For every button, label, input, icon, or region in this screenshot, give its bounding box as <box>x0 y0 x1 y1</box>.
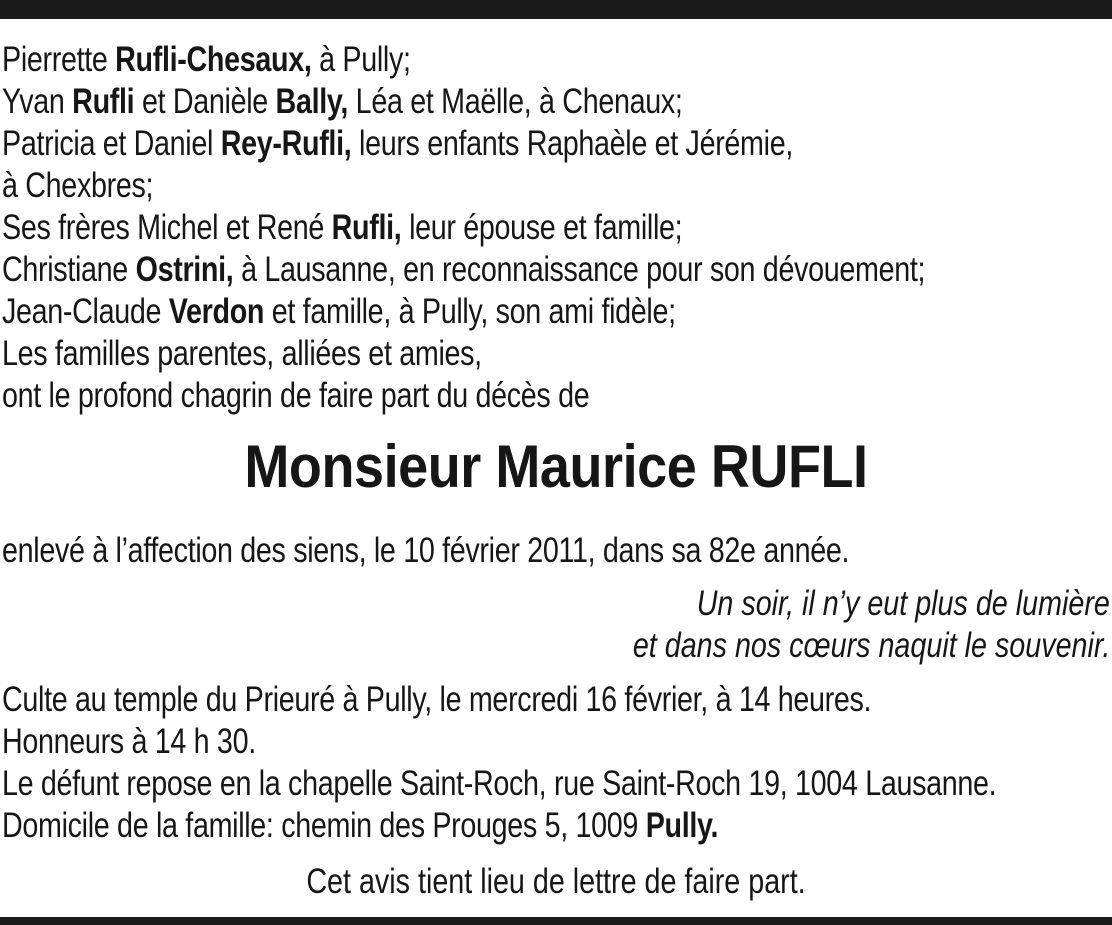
mourner-line: Christiane Ostrini, à Lausanne, en reconnaissance pour son dévouement; <box>2 250 926 289</box>
mourner-line: Les familles parentes, alliées et amies, <box>2 334 482 373</box>
service-line: Culte au temple du Prieuré à Pully, le mercredi 16 février, à 14 heures. <box>2 680 872 719</box>
quote-line: Un soir, il n’y eut plus de lumière <box>696 584 1110 623</box>
domicile-line: Domicile de la famille: chemin des Prouges 5, 1009 Pully. <box>2 806 719 845</box>
top-rule <box>0 0 1112 19</box>
mourner-line: Ses frères Michel et René Rufli, leur épouse et famille; <box>2 208 683 247</box>
service-line: Honneurs à 14 h 30. <box>2 722 256 761</box>
deceased-name: Monsieur Maurice RUFLI <box>244 433 868 500</box>
bottom-rule <box>0 917 1112 925</box>
mourner-line: Patricia et Daniel Rey-Rufli, leurs enfants Raphaèle et Jérémie, <box>2 124 793 163</box>
mourner-line: ont le profond chagrin de faire part du décès de <box>2 376 590 415</box>
service-line: Le défunt repose en la chapelle Saint-Roch, rue Saint-Roch 19, 1004 Lausanne. <box>2 764 997 803</box>
mourner-line: Jean-Claude Verdon et famille, à Pully, son ami fidèle; <box>2 292 676 331</box>
quote-line: et dans nos cœurs naquit le souvenir. <box>632 626 1110 665</box>
mourner-line: Yvan Rufli et Danièle Bally, Léa et Maëlle, à Chenaux; <box>2 82 683 121</box>
mourner-line: à Chexbres; <box>2 166 154 205</box>
mourner-line: Pierrette Rufli-Chesaux, à Pully; <box>2 40 411 79</box>
death-line: enlevé à l’affection des siens, le 10 février 2011, dans sa 82e année. <box>2 531 850 570</box>
closing-note: Cet avis tient lieu de lettre de faire part. <box>306 862 806 901</box>
